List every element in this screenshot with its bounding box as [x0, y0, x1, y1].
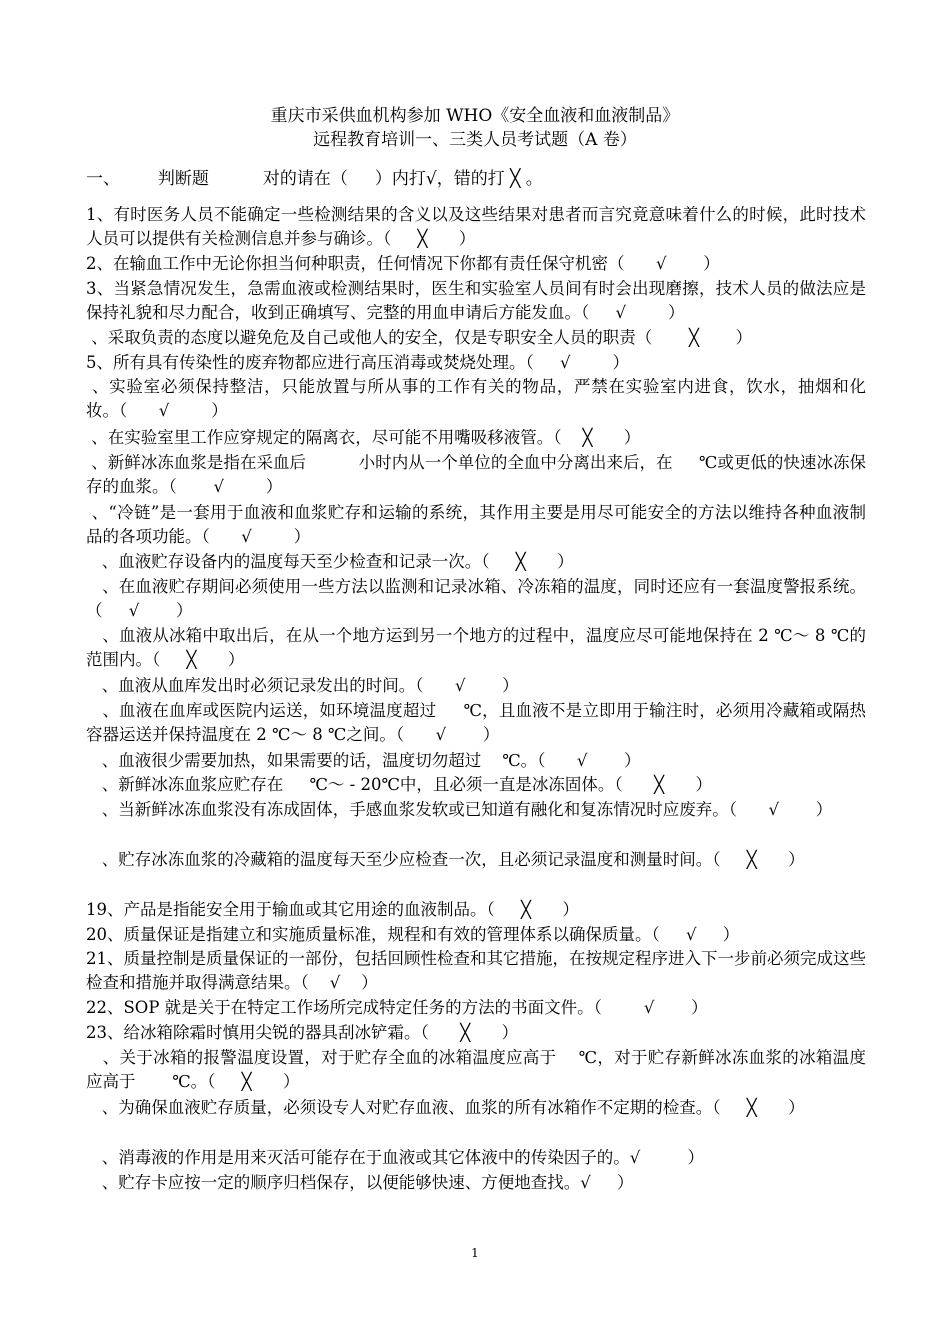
- section-heading: 一、 判断题 对的请在（ ）内打√，错的打 ╳ 。: [86, 169, 543, 189]
- question-item: 19、产品是指能安全用于输血或其它用途的血液制品。（ ╳ ）: [86, 900, 579, 919]
- question-item: 、实验室必须保持整洁，只能放置与所从事的工作有关的物品，严禁在实验室内进食，饮水，抽烟和化妆。（ √ ）: [86, 377, 867, 420]
- page-number: 1: [471, 1246, 479, 1260]
- question-item: 、血液很少需要加热，如果需要的话，温度切勿超过 ℃。（ √ ）: [86, 751, 641, 770]
- question-item: 3、当紧急情况发生，急需血液或检测结果时，医生和实验室人员间有时会出现磨擦，技术人员的做法应是保持礼貌和尽力配合，收到正确填写、完整的用血申请后方能发血。（ √ ）: [86, 279, 866, 322]
- question-item: 、“冷链”是一套用于血液和血浆贮存和运输的系统，其作用主要是用尽可能安全的方法以维持各种血液制品的各项功能。（ √ ）: [86, 503, 866, 546]
- question-item: 5、所有具有传染性的废弃物都应进行高压消毒或焚烧处理。（ √ ）: [86, 353, 629, 372]
- question-item: 、关于冰箱的报警温度设置，对于贮存全血的冰箱温度应高于 ℃，对于贮存新鲜冰冻血浆的冰箱温度应高于 ℃。（ ╳ ）: [86, 1048, 866, 1091]
- question-item: 21、质量控制是质量保证的一部份，包括回顾性检查和其它措施，在按规定程序进入下一步前必须完成这些检查和措施并取得满意结果。（ √ ）: [86, 949, 866, 992]
- question-item: 、血液在血库或医院内运送，如环境温度超过 ℃，且血液不是立即用于输注时，必须用冷藏箱或隔热容器运送并保持温度在 2 ℃～ 8 ℃之间。（ √ ）: [86, 701, 866, 744]
- question-item: 、新鲜冰冻血浆是指在采血后 小时内从一个单位的全血中分离出来后，在 ℃或更低的快速冰冻保存的血浆。（ √ ）: [86, 453, 866, 496]
- question-item: 、贮存冰冻血浆的冷藏箱的温度每天至少应检查一次，且必须记录温度和测量时间。（ ╳ ）: [86, 850, 805, 869]
- question-item: 2、在输血工作中无论你担当何种职责，任何情况下你都有责任保守机密（ √ ）: [86, 254, 720, 273]
- question-item: 、消毒液的作用是用来灭活可能存在于血液或其它体液中的传染因子的。√ ）: [86, 1148, 704, 1167]
- question-item: 、采取负责的态度以避免危及自己或他人的安全，仅是专职安全人员的职责（ ╳ ）: [86, 328, 753, 347]
- question-item: 、为确保血液贮存质量，必须设专人对贮存血液、血浆的所有冰箱作不定期的检查。（ ╳ ）: [86, 1098, 805, 1117]
- question-item: 、贮存卡应按一定的顺序归档保存，以便能够快速、方便地查找。√ ）: [86, 1173, 634, 1192]
- question-item: 、新鲜冰冻血浆应贮存在 ℃～ - 20℃中，且必须一直是冰冻固体。（ ╳ ）: [86, 775, 713, 794]
- question-item: 、血液贮存设备内的温度每天至少检查和记录一次。（ ╳ ）: [86, 552, 574, 571]
- question-item: 1、有时医务人员不能确定一些检测结果的含义以及这些结果对患者而言究竟意味着什么的时候，此时技术人员可以提供有关检测信息并参与确诊。（ ╳ ）: [86, 205, 866, 248]
- question-item: 、血液从血库发出时必须记录发出的时间。（ √ ）: [86, 676, 519, 695]
- question-item: 23、给冰箱除霜时慎用尖锐的器具刮冰铲霜。（ ╳ ）: [86, 1023, 519, 1042]
- question-item: 、在实验室里工作应穿规定的隔离衣，尽可能不用嘴吸移液管。（ ╳ ）: [86, 428, 641, 447]
- question-item: 、在血液贮存期间必须使用一些方法以监测和记录冰箱、冷冻箱的温度，同时还应有一套温度警报系统。（ √ ）: [86, 577, 866, 620]
- document-title-line2: 远程教育培训一、三类人员考试题（A 卷）: [313, 130, 637, 150]
- question-item: 、当新鲜冰冻血浆没有冻成固体，手感血浆发软或已知道有融化和复冻情况时应废弃。（ √ ）: [86, 800, 833, 819]
- question-item: 、血液从冰箱中取出后，在从一个地方运到另一个地方的过程中，温度应尽可能地保持在 2 ℃～ 8 ℃的范围内。（ ╳ ）: [86, 626, 866, 669]
- document-title-line1: 重庆市采供血机构参加 WHO《安全血液和血液制品》: [270, 106, 680, 126]
- question-item: 22、SOP 就是关于在特定工作场所完成特定任务的方法的书面文件。（ √ ）: [86, 998, 708, 1017]
- question-item: 20、质量保证是指建立和实施质量标准，规程和有效的管理体系以确保质量。（ √ ）: [86, 925, 740, 944]
